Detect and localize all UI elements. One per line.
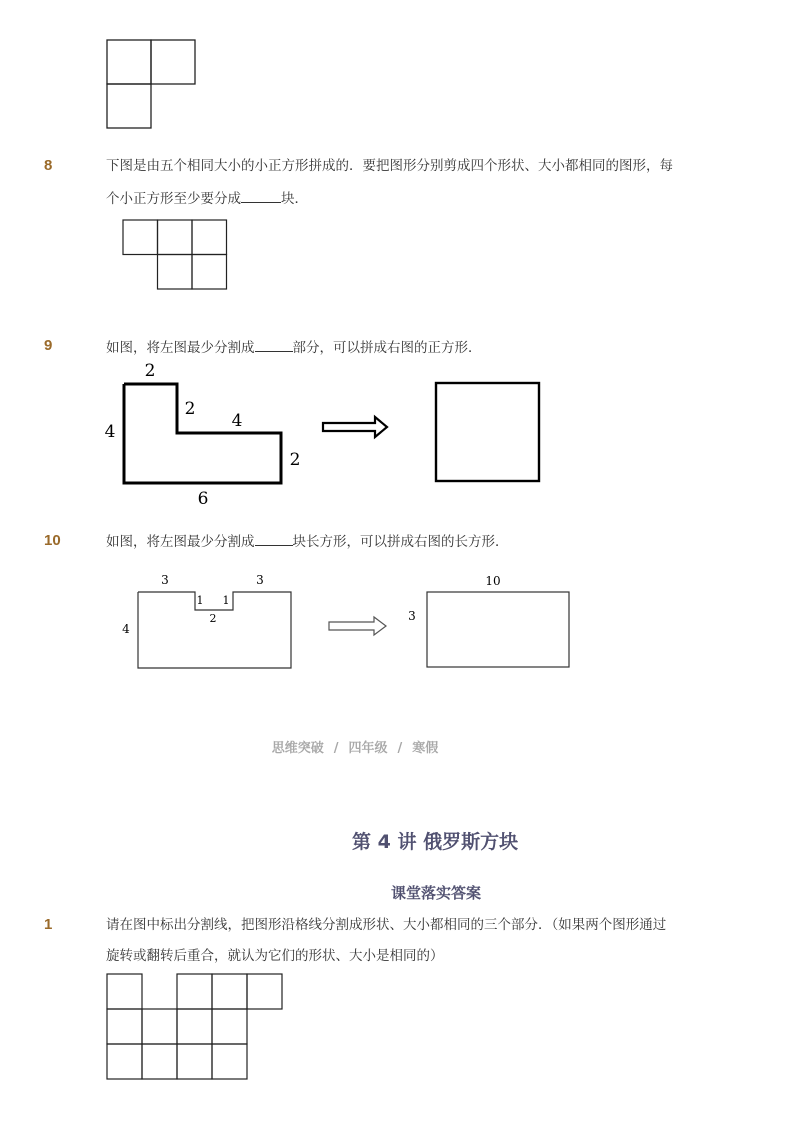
q9-label-top: 2 (144, 361, 156, 381)
grid-cell (212, 974, 247, 1009)
q9-label-right: 2 (289, 450, 301, 470)
question-number-10: 10 (44, 532, 61, 549)
q10-label-top-left: 3 (161, 573, 169, 587)
grid-cell (158, 220, 193, 255)
q10-label-left: 4 (122, 622, 130, 636)
grid-cell (107, 40, 151, 84)
grid-cell (123, 220, 158, 255)
grid-cell (107, 84, 151, 128)
q8-line2-before: 个小正方形至少要分成 (106, 191, 241, 207)
q10-text (106, 532, 509, 551)
q10-label-notch-bottom: 2 (209, 612, 217, 625)
q10-before: 如图，将左图最少分割成 (106, 534, 255, 550)
grid-cell (158, 255, 193, 290)
question-number-9: 9 (44, 337, 53, 354)
q9-label-inner-vertical: 2 (184, 399, 196, 419)
q9-label-bottom: 6 (197, 489, 209, 509)
q8-text-line2 (106, 189, 308, 208)
section-title: 课堂落实答案 (391, 884, 482, 902)
grid-cell (142, 1044, 177, 1079)
grid-cell (177, 1009, 212, 1044)
grid-cell (177, 1044, 212, 1079)
grid-cell (107, 1044, 142, 1079)
q8-line2-after: 块． (281, 191, 308, 207)
footer-part2: 四年级 (348, 741, 388, 756)
q9-label-inner-horizontal: 4 (231, 411, 243, 431)
q10-label-rect-left: 3 (408, 609, 416, 623)
q10-notched-shape (138, 592, 291, 668)
a1-text-line1: 请在图中标出分割线，把图形沿格线分割成形状、大小都相同的三个部分．（如果两个图形通过 (106, 917, 667, 933)
grid-cell (142, 1009, 177, 1044)
q10-answer-blank[interactable] (255, 532, 293, 546)
q9-text (106, 338, 482, 357)
q8-text-line1: 下图是由五个相同大小的小正方形拼成的．要把图形分别剪成四个形状、大小都相同的图形，每 (106, 158, 673, 174)
q10-arrow-icon (329, 617, 386, 635)
answer-number-1: 1 (44, 916, 53, 933)
q10-result-rectangle (427, 592, 569, 667)
q10-label-rect-top: 10 (485, 574, 501, 588)
footer-part1: 思维突破 (271, 741, 324, 756)
top-l-figure (106, 39, 196, 131)
page-footer (0, 737, 710, 756)
q10-after: 块长方形，可以拼成右图的长方形． (292, 534, 509, 550)
footer-part3: 寒假 (412, 741, 439, 756)
grid-cell (212, 1044, 247, 1079)
q10-label-notch-right: 1 (222, 594, 230, 607)
footer-separator: / (333, 741, 339, 756)
q9-after: 部分，可以拼成右图的正方形． (292, 340, 482, 356)
q8-figure (122, 219, 228, 291)
q9-figure (100, 357, 560, 507)
grid-cell (192, 220, 227, 255)
grid-cell (151, 40, 195, 84)
question-number-8: 8 (44, 157, 53, 174)
a1-text-line2: 旋转或翻转后重合，就认为它们的形状、大小是相同的） (106, 948, 444, 964)
q10-label-notch-left: 1 (196, 594, 204, 607)
q9-arrow-icon (323, 417, 387, 437)
a1-grid-figure (106, 973, 286, 1083)
q9-answer-blank[interactable] (255, 338, 293, 352)
q9-label-left: 4 (104, 422, 116, 442)
grid-cell (212, 1009, 247, 1044)
lecture-title: 第 4 讲 俄罗斯方块 (352, 831, 519, 853)
grid-cell (177, 974, 212, 1009)
q9-before: 如图，将左图最少分割成 (106, 340, 255, 356)
grid-cell (107, 974, 142, 1009)
grid-cell (192, 255, 227, 290)
footer-separator: / (397, 741, 403, 756)
q9-l-shape (124, 384, 281, 483)
q8-answer-blank[interactable] (241, 189, 281, 203)
grid-cell (107, 1009, 142, 1044)
q9-result-square (436, 383, 539, 481)
q10-label-top-right: 3 (256, 573, 264, 587)
grid-cell (247, 974, 282, 1009)
q10-figure (118, 570, 578, 670)
